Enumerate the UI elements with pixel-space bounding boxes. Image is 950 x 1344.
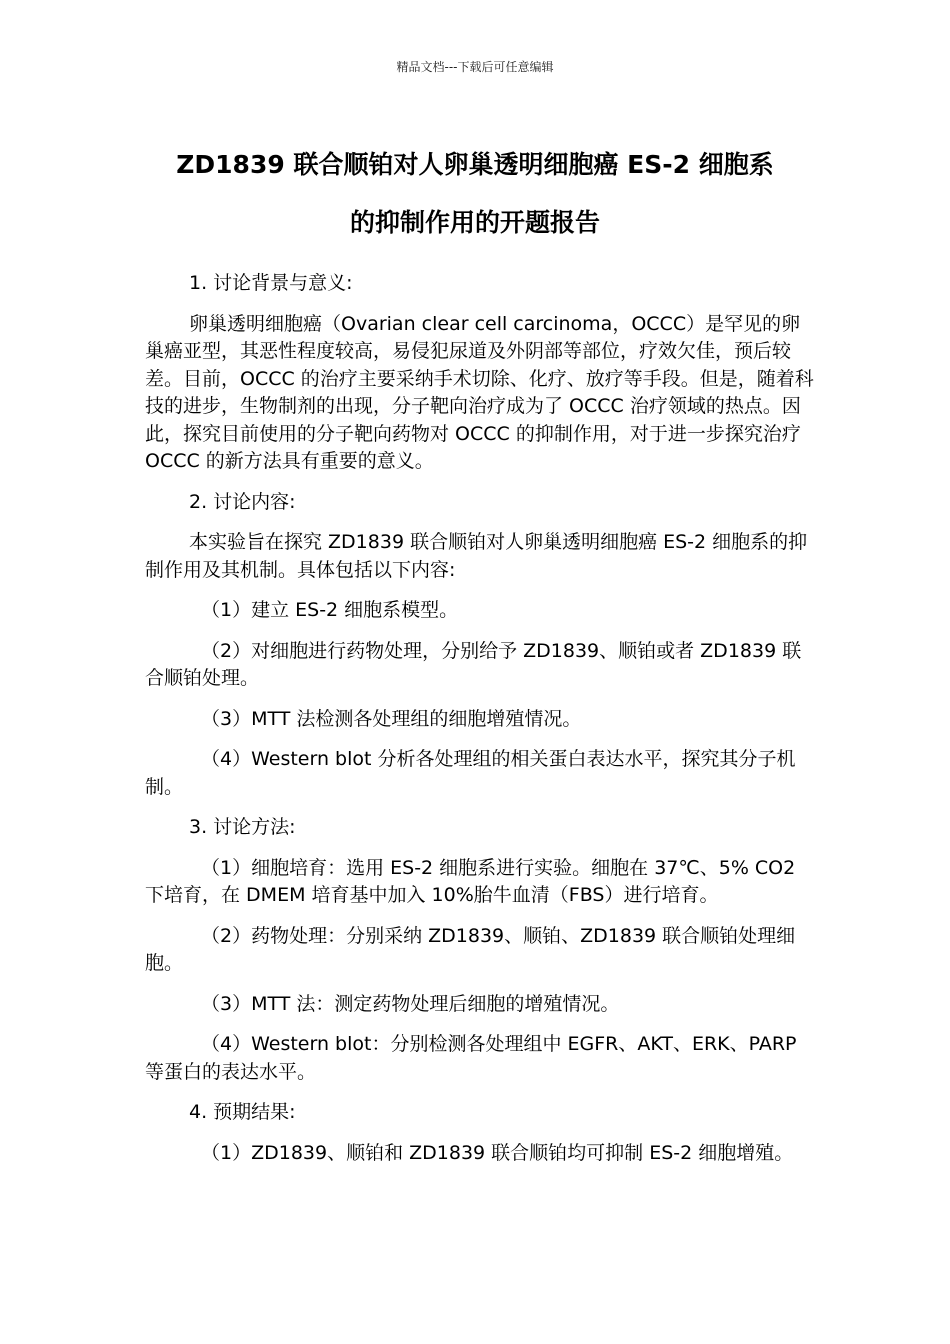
section-2-item: （4）Western blot 分析各处理组的相关蛋白表达水平，探究其分子机制。 [145, 748, 796, 798]
section-2-paragraph: 本实验旨在探究 ZD1839 联合顺铂对人卵巢透明细胞癌 ES-2 细胞系的抑制作用及其机制。具体包括以下内容: [145, 531, 808, 581]
document-body [145, 270, 815, 1180]
section-1-paragraph: 卵巢透明细胞癌（Ovarian clear cell carcinoma，OCCC）是罕见的卵巢癌亚型，其恶性程度较高，易侵犯尿道及外阴部等部位，疗效欠佳，预后较差。目前，OCCC 的治疗主要采纳手术切除、化疗、放疗等手段。但是，随着科技的进步，生物制剂的出现，分子靶向治疗成为了 OCCC 治疗领域的热点。因此，探究目前使用的分子靶向药物对 OCCC 的抑制作用，对于进一步探究治疗 OCCC 的新方法具有重要的意义。 [145, 312, 814, 472]
header-note: 精品文档---下载后可任意编辑 [396, 60, 554, 74]
section-2-item: （3）MTT 法检测各处理组的细胞增殖情况。 [201, 707, 582, 730]
section-3-item: （1）细胞培育：选用 ES-2 细胞系进行实验。细胞在 37℃、5% CO2 下培育，在 DMEM 培育基中加入 10%胎牛血清（FBS）进行培育。 [145, 856, 796, 906]
section-4-heading: 4. 预期结果: [189, 1101, 296, 1123]
title-line-1: ZD1839 联合顺铂对人卵巢透明细胞癌 ES-2 细胞系 [176, 150, 774, 179]
section-2-item: （1）建立 ES-2 细胞系模型。 [201, 599, 459, 621]
section-3-item: （2）药物处理：分别采纳 ZD1839、顺铂、ZD1839 联合顺铂处理细胞。 [145, 924, 796, 974]
section-1-heading: 1. 讨论背景与意义: [189, 272, 353, 294]
section-2-item: （2）对细胞进行药物处理，分别给予 ZD1839、顺铂或者 ZD1839 联合顺铂处理。 [145, 639, 802, 689]
document-title [120, 136, 830, 252]
title-line-2: 的抑制作用的开题报告 [349, 208, 600, 237]
section-3-item: （4）Western blot：分别检测各处理组中 EGFR、AKT、ERK、PARP 等蛋白的表达水平。 [145, 1033, 797, 1083]
section-3-heading: 3. 讨论方法: [189, 816, 296, 838]
section-4-item: （1）ZD1839、顺铂和 ZD1839 联合顺铂均可抑制 ES-2 细胞增殖。 [201, 1141, 794, 1164]
section-3-item: （3）MTT 法：测定药物处理后细胞的增殖情况。 [201, 992, 620, 1015]
section-2-heading: 2. 讨论内容: [189, 490, 296, 513]
